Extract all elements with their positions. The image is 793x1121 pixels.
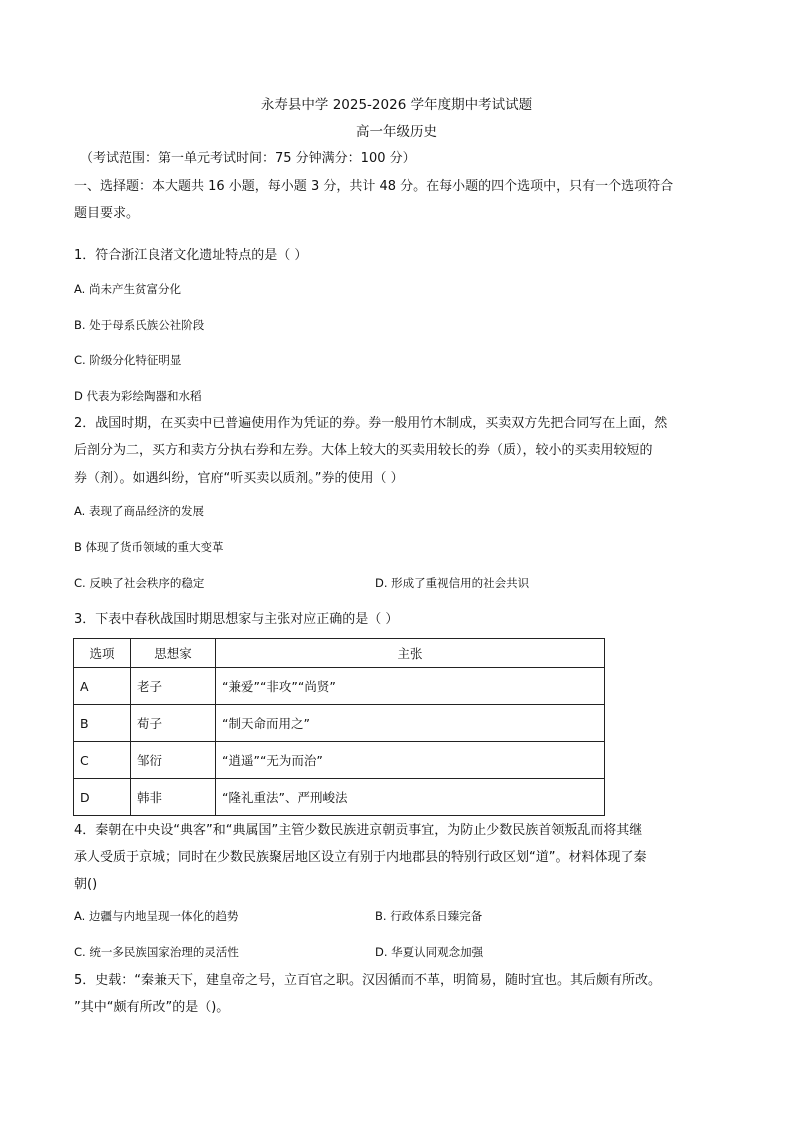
table-header-option: 选项 [74, 639, 131, 668]
q5-stem-line2: ”其中“颇有所改”的是（)。 [74, 1000, 230, 1015]
table-cell-claim: “逍遥”“无为而治” [216, 742, 605, 779]
page-title: 永寿县中学 2025-2026 学年度期中考试试题 [260, 97, 533, 113]
q5-stem-line1: 5．史载：“秦兼天下，建皇帝之号，立百官之职。汉因循而不革，明简易，随时宜也。其后颇有所改。 [74, 973, 662, 988]
table-cell-option: D [74, 779, 131, 816]
q1-option-a: A. 尚未产生贫富分化 [74, 282, 181, 296]
table-cell-option: A [74, 668, 131, 705]
q2-stem-line2: 后剖分为二，买方和卖方分执右券和左券。大体上较大的买卖用较长的券（质），较小的买卖用较短的 [74, 443, 653, 458]
q2-stem-line1: 2．战国时期，在买卖中已普遍使用作为凭证的券。券一般用竹木制成，买卖双方先把合同写在上面，然 [74, 416, 668, 431]
exam-info: （考试范围：第一单元考试时间：75 分钟满分：100 分） [80, 151, 416, 166]
q1-stem: 1．符合浙江良渚文化遗址特点的是（ ） [74, 248, 308, 263]
table-cell-option: C [74, 742, 131, 779]
section-instructions-line2: 题目要求。 [74, 206, 140, 221]
q4-option-a: A. 边疆与内地呈现一体化的趋势 [74, 909, 239, 923]
table-header-claim: 主张 [216, 639, 605, 668]
table-row [74, 779, 605, 816]
q1-option-c: C. 阶级分化特征明显 [74, 353, 182, 367]
q4-option-c: C. 统一多民族国家治理的灵活性 [74, 945, 239, 959]
q4-option-b: B. 行政体系日臻完备 [375, 909, 483, 923]
q1-option-b: B. 处于母系氏族公社阶段 [74, 318, 205, 332]
table-cell-claim: “隆礼重法”、严刑峻法 [216, 779, 605, 816]
table-cell-thinker: 老子 [131, 668, 216, 705]
q3-table [73, 638, 605, 816]
q4-stem-line2: 承人受质于京城；同时在少数民族聚居地区设立有别于内地郡县的特别行政区划“道”。材料体现了秦 [74, 850, 647, 865]
table-row [74, 705, 605, 742]
q3-stem: 3．下表中春秋战国时期思想家与主张对应正确的是（ ） [74, 612, 399, 627]
table-header-thinker: 思想家 [131, 639, 216, 668]
table-cell-thinker: 韩非 [131, 779, 216, 816]
table-cell-claim: “兼爱”“非攻”“尚贤” [216, 668, 605, 705]
q2-stem-line3: 券（剂）。如遇纠纷，官府“听买卖以质剂。”券的使用（ ） [74, 471, 404, 486]
table-header-row [74, 639, 605, 668]
table-row [74, 742, 605, 779]
q4-stem-line3: 朝() [74, 877, 98, 892]
q4-option-d: D. 华夏认同观念加强 [375, 945, 484, 959]
table-cell-claim: “制天命而用之” [216, 705, 605, 742]
q2-option-b: B 体现了货币领域的重大变革 [74, 540, 224, 554]
section-instructions-line1: 一、选择题：本大题共 16 小题，每小题 3 分，共计 48 分。在每小题的四个选项中，只有一个选项符合 [74, 179, 674, 194]
table-row [74, 668, 605, 705]
q1-option-d: D 代表为彩绘陶器和水稻 [74, 389, 202, 403]
table-cell-option: B [74, 705, 131, 742]
table-cell-thinker: 邹衍 [131, 742, 216, 779]
q2-option-d: D. 形成了重视信用的社会共识 [375, 576, 530, 590]
table-cell-thinker: 荀子 [131, 705, 216, 742]
q4-stem-line1: 4．秦朝在中央设“典客”和“典属国”主管少数民族进京朝贡事宜，为防止少数民族首领叛乱而将其继 [74, 823, 643, 838]
page-subtitle: 高一年级历史 [356, 124, 437, 140]
q2-option-a: A. 表现了商品经济的发展 [74, 504, 204, 518]
q2-option-c: C. 反映了社会秩序的稳定 [74, 576, 205, 590]
